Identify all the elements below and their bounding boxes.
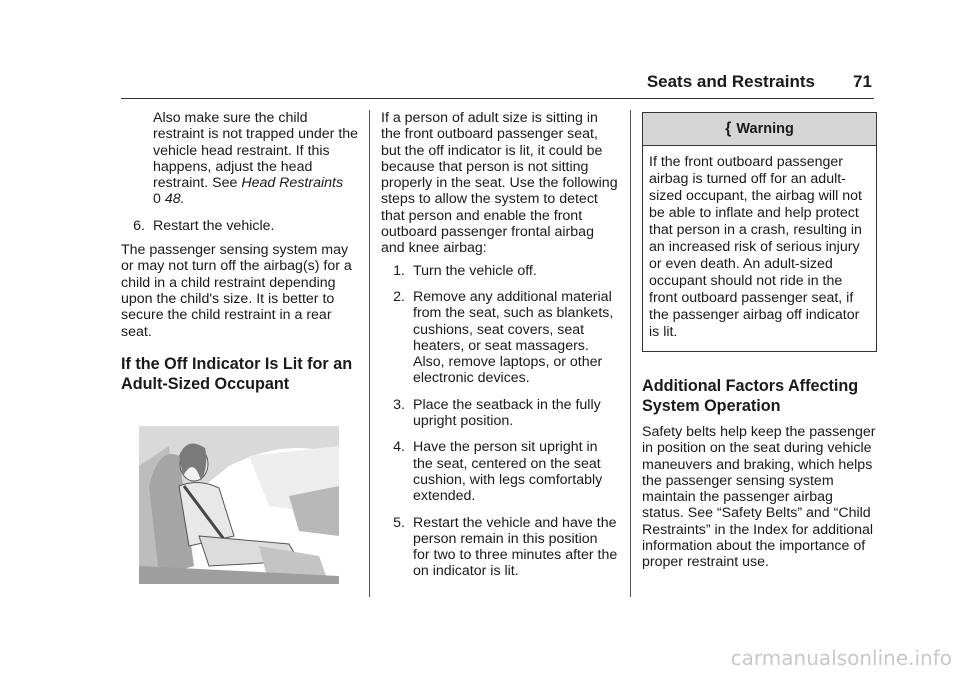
section-title: Seats and Restraints	[646, 72, 815, 91]
continued-text	[121, 110, 359, 208]
warning-icon: {	[725, 119, 732, 137]
list-item	[381, 263, 618, 279]
list-item	[121, 218, 359, 234]
warning-title: Warning	[736, 120, 794, 137]
warning-header	[643, 113, 876, 146]
step-number: 1.	[393, 262, 405, 279]
section-heading: If the Off Indicator Is Lit for an Adult-Sized Occupant	[121, 354, 353, 393]
step-text: Turn the vehicle off.	[413, 262, 537, 279]
list-item	[381, 289, 618, 387]
step-text: Restart the vehicle.	[153, 217, 275, 234]
step-number: 3.	[393, 396, 405, 413]
continued-text-body: Also make sure the child restraint is not trapped under the vehicle head restraint. If this happens, adjust the head restraint. See	[153, 110, 359, 192]
step-number: 6.	[133, 217, 145, 234]
step-text: Place the seatback in the fully upright position.	[413, 396, 601, 430]
step-number: 4.	[393, 439, 405, 456]
column-right	[642, 110, 877, 571]
step-number: 2.	[393, 288, 405, 305]
watermark: carmanualsonline.info	[730, 646, 952, 670]
list-item	[381, 439, 618, 504]
page-number: 71	[853, 72, 872, 91]
adult-occupant-illustration	[139, 426, 339, 584]
step-text: Have the person sit upright in the seat, centered on the seat cushion, with legs comfortably extended.	[413, 439, 603, 505]
body-paragraph: If a person of adult size is sitting in the front outboard passenger seat, but the off indicator is lit, it could be because that person is not sitting properly in the seat. Use the following steps to allow the system to detect that person and enable the front outboard passenger frontal airbag and knee airbag:	[381, 110, 618, 257]
list-item	[381, 515, 618, 580]
column-divider	[630, 110, 631, 597]
page-ref-icon: 0	[153, 191, 161, 208]
column-divider	[369, 110, 370, 597]
body-paragraph: Safety belts help keep the passenger in position on the seat during vehicle maneuvers and braking, which helps the passenger sensing system maintain the passenger airbag status. See “Safety Belts” and “Child Restraints” in the Index for additional information about the importance of proper restraint use.	[642, 424, 876, 571]
step-number: 5.	[393, 514, 405, 531]
warning-box	[642, 112, 877, 352]
warning-text: If the front outboard passenger airbag is turned off for an adult-sized occupant, the airbag will not be able to inflate and help protect that person in a crash, resulting in an increased risk of serious injury or even death. An adult-sized occupant should not ride in the front outboard passenger seat, if the passenger airbag off indicator is lit.	[649, 154, 862, 340]
list-item	[381, 397, 618, 430]
header-rule	[121, 98, 874, 99]
step-text: Remove any additional material from the seat, such as blankets, cushions, seat covers, seat heaters, or seat massagers. Also, remove laptops, or other electronic devices.	[413, 288, 614, 387]
section-heading: Additional Factors Affecting System Operation	[642, 377, 859, 415]
step-text: Restart the vehicle and have the person remain in this position for two to three minutes after the on indicator is lit.	[413, 514, 618, 580]
cross-reference-link[interactable]: Head Restraints	[241, 175, 344, 192]
column-left	[121, 110, 359, 588]
body-paragraph: The passenger sensing system may or may not turn off the airbag(s) for a child in a child restraint depending upon the child's size. It is better to secure the child restraint in a rear seat.	[121, 242, 352, 340]
cross-reference-page[interactable]: 48.	[164, 191, 185, 208]
column-middle	[381, 110, 618, 580]
